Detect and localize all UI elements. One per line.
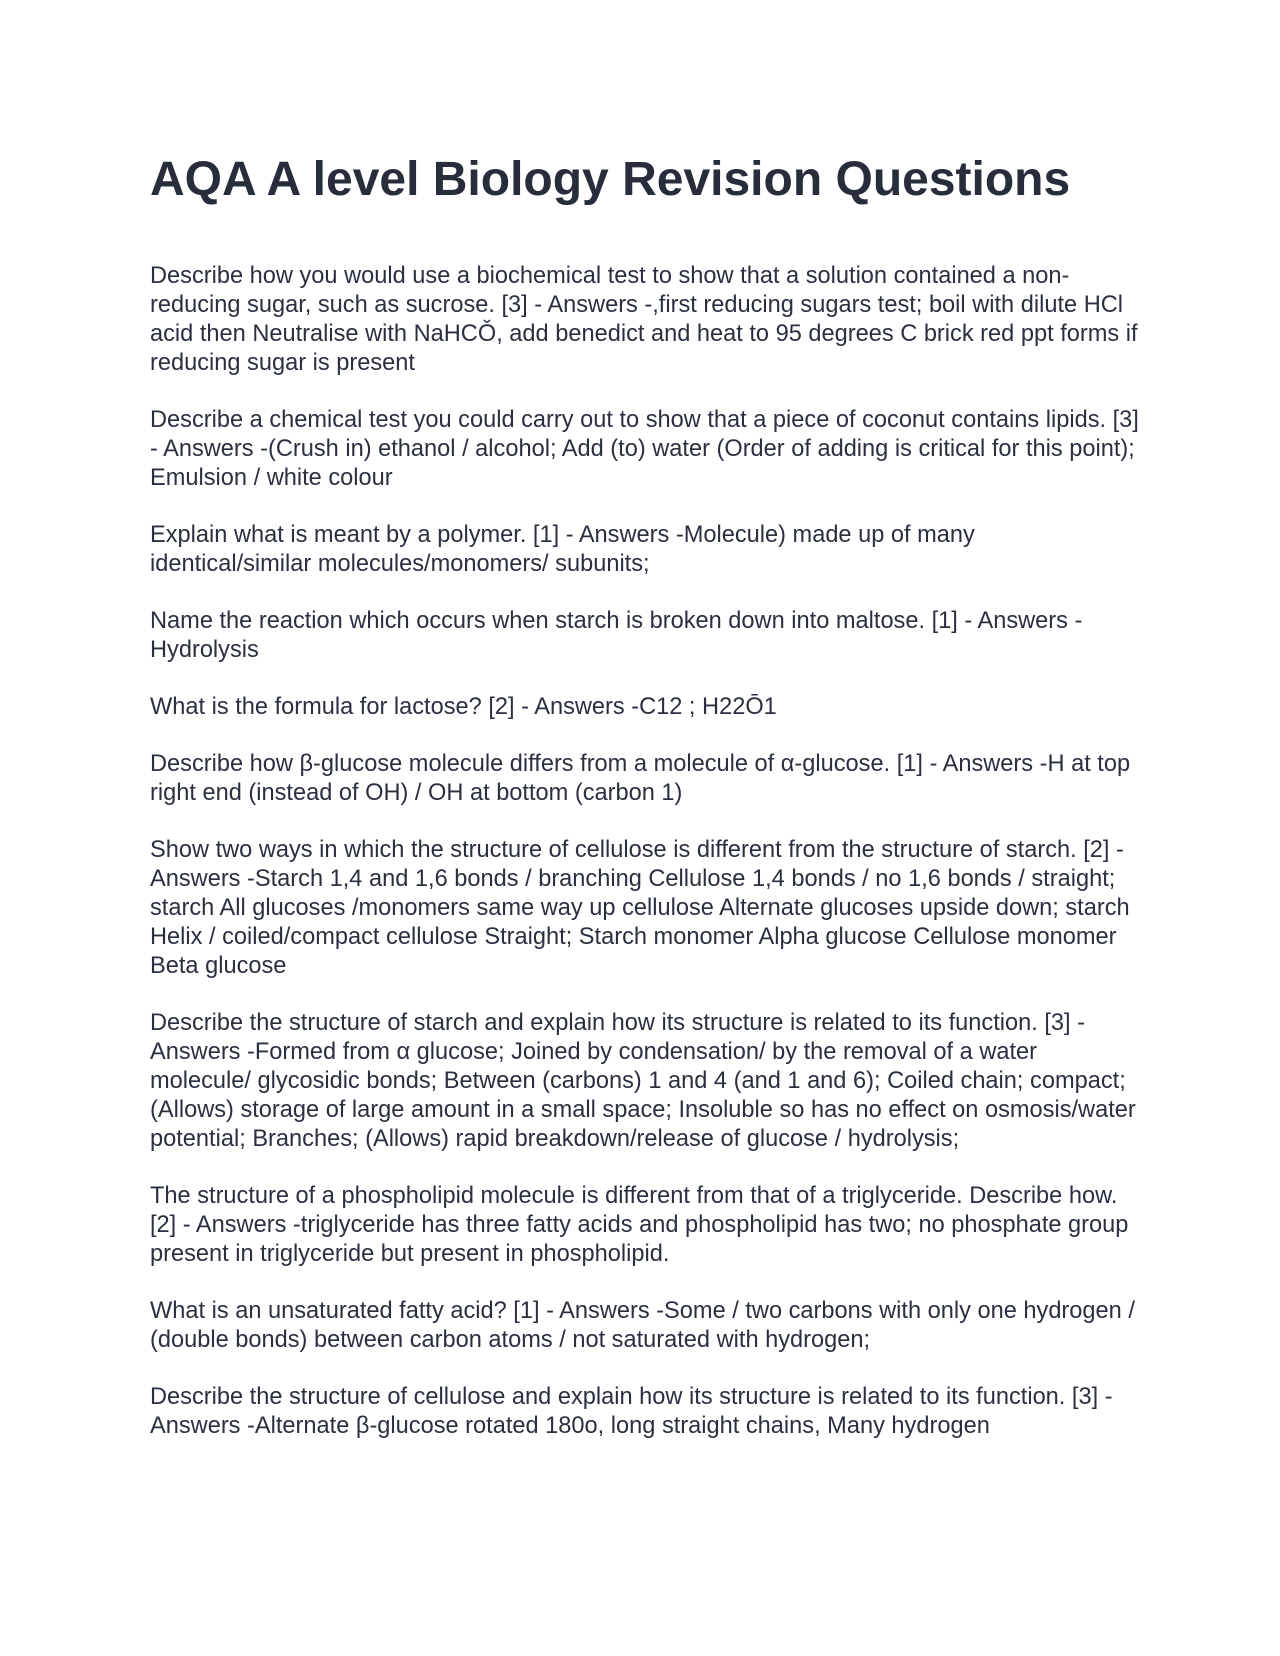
document-body — [150, 148, 1140, 1469]
question-answer-5: What is the formula for lactose? [2] - Answers -C12 ; H22Ō1 — [150, 694, 777, 720]
question-answer-7: Show two ways in which the structure of cellulose is different from the structure of starch. [2] - Answers -Starch 1,4 and 1,6 bonds / branching Cellulose 1,4 bonds / no 1,6 bonds / straight; starch All glucoses /monomers same way up cellulose Alternate glucoses upside down; starch Helix / coiled/compact cellulose Straight; Starch monomer Alpha glucose Cellulose monomer Beta glucose — [150, 837, 1130, 979]
question-answer-2: Describe a chemical test you could carry out to show that a piece of coconut contains lipids. [3] - Answers -(Crush in) ethanol / alcohol; Add (to) water (Order of adding is critical for this point); Emulsion / white colour — [150, 407, 1139, 491]
question-answer-8: Describe the structure of starch and explain how its structure is related to its function. [3] - Answers -Formed from α glucose; Joined by condensation/ by the removal of a water molecule/ glycosidic bonds; Between (carbons) 1 and 4 (and 1 and 6); Coiled chain; compact; (Allows) storage of large amount in a small space; Insoluble so has no effect on osmosis/water potential; Branches; (Allows) rapid breakdown/release of glucose / hydrolysis; — [150, 1010, 1136, 1152]
question-answer-10: What is an unsaturated fatty acid? [1] - Answers -Some / two carbons with only one hydrogen / (double bonds) between carbon atoms / not saturated with hydrogen; — [150, 1298, 1135, 1353]
question-answer-6: Describe how β-glucose molecule differs from a molecule of α-glucose. [1] - Answers -H at top right end (instead of OH) / OH at bottom (carbon 1) — [150, 751, 1131, 806]
question-answer-3: Explain what is meant by a polymer. [1] - Answers -Molecule) made up of many identical/similar molecules/monomers/ subunits; — [150, 522, 975, 577]
question-answer-11: Describe the structure of cellulose and explain how its structure is related to its function. [3] - Answers -Alternate β-glucose rotated 180o, long straight chains, Many hydrogen — [150, 1384, 1113, 1439]
question-answer-1: Describe how you would use a biochemical test to show that a solution contained a non-reducing sugar, such as sucrose. [3] - Answers -,first reducing sugars test; boil with dilute HCl acid then Neutralise with NaHCǑ, add benedict and heat to 95 degrees C brick red ppt forms if reducing sugar is present — [150, 263, 1138, 376]
question-answer-9: The structure of a phospholipid molecule is different from that of a triglyceride. Describe how. [2] - Answers -triglyceride has three fatty acids and phospholipid has two; no phosphate group present in triglyceride but present in phospholipid. — [150, 1183, 1129, 1267]
page-title: AQA A level Biology Revision Questions — [150, 153, 1071, 206]
question-answer-4: Name the reaction which occurs when starch is broken down into maltose. [1] - Answers -Hydrolysis — [150, 608, 1083, 663]
